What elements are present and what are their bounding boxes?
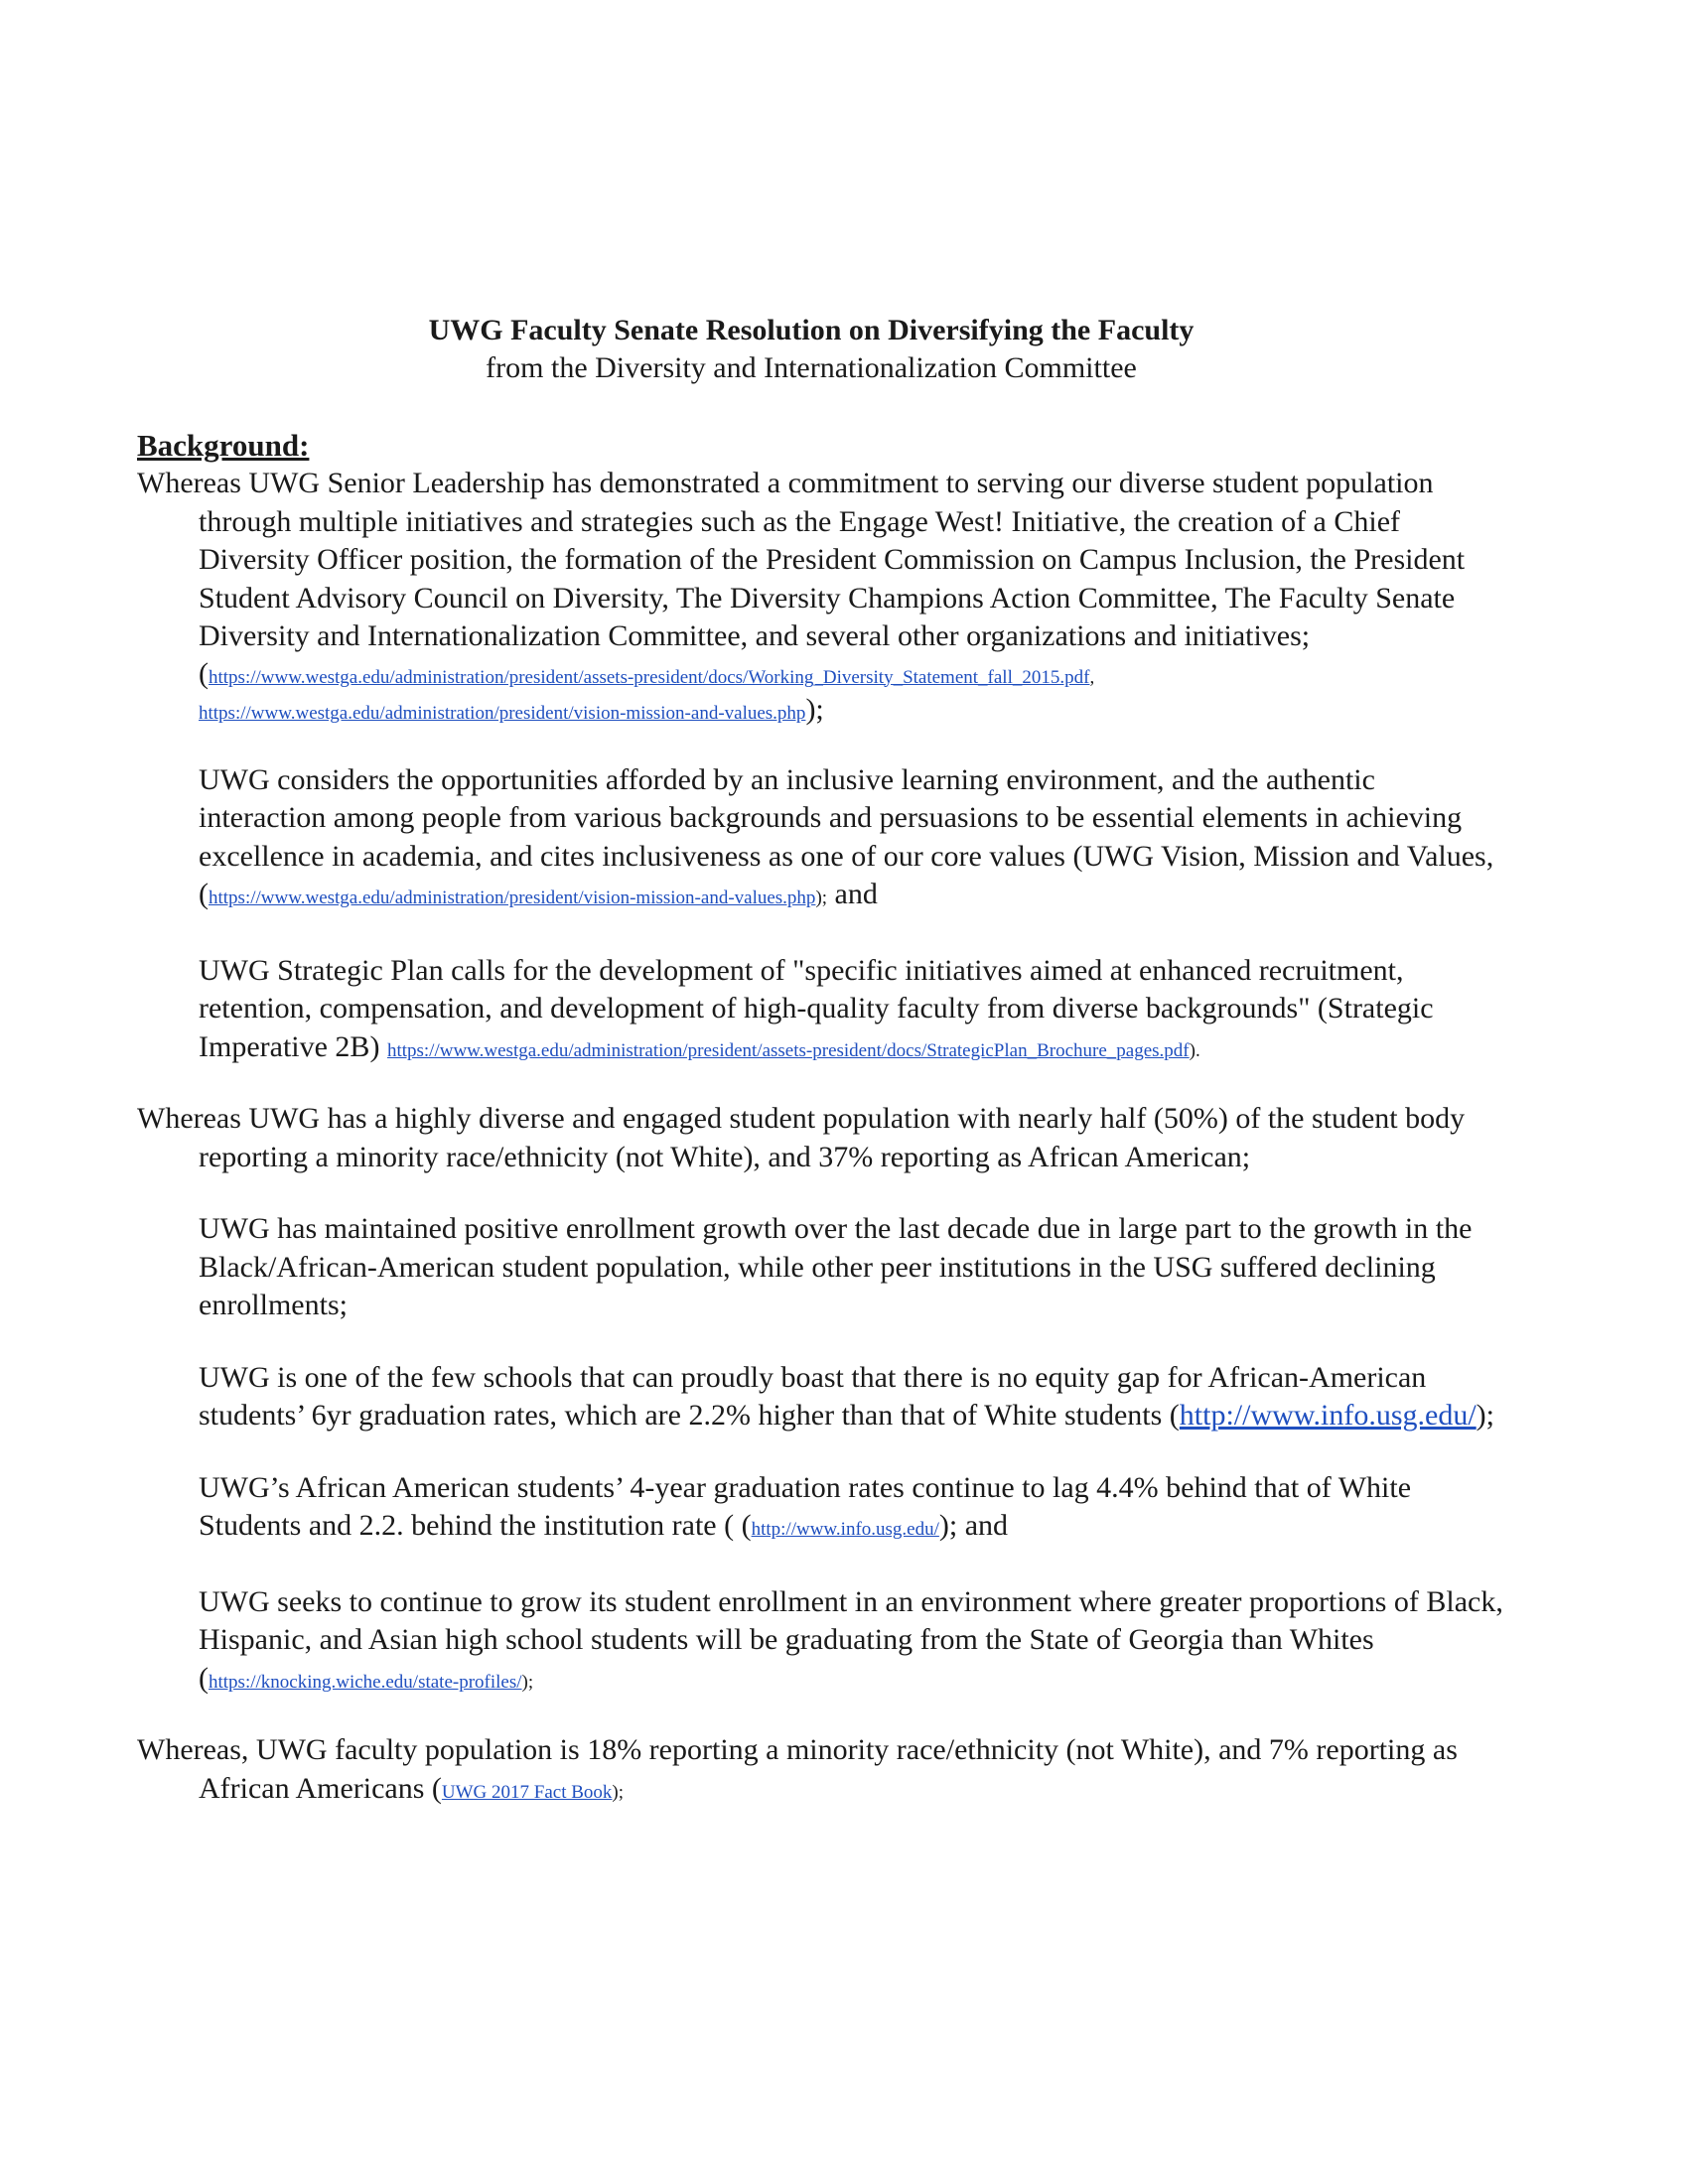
document-subtitle: from the Diversity and Internationalization Committee bbox=[486, 351, 1137, 384]
strategic-plan-paragraph: UWG Strategic Plan calls for the development of "specific initiatives aimed at enhanced recruitment, retention, compensation, and development of high-quality faculty from diverse backgrounds" (Strategic Imperative 2B) https://www.westga.edu/administration/president/assets-president/docs/StrategicPlan_Brochure_pages.pdf). bbox=[199, 953, 1434, 1063]
whereas-leadership-paragraph bbox=[137, 465, 1507, 656]
enrollment-growth-paragraph: UWG has maintained positive enrollment growth over the last decade due in large part to the growth in the Black/African-American student population, while other peer institutions in the USG suffered declining enrollments; bbox=[199, 1212, 1473, 1321]
document-title: UWG Faculty Senate Resolution on Diversifying the Faculty bbox=[428, 314, 1195, 346]
graduation-lag-paragraph: UWG’s African American students’ 4-year graduation rates continue to lag 4.4% behind that of White Students and 2.2. behind the institution rate ( (http://www.info.usg.edu/); and bbox=[199, 1470, 1412, 1542]
background-heading: Background: bbox=[137, 428, 310, 463]
document-body bbox=[137, 427, 1507, 1812]
strategic-plan-link[interactable]: https://www.westga.edu/administration/president/assets-president/docs/StrategicPlan_Brochure_pages.pdf bbox=[386, 1039, 1190, 1061]
usg-info-link-2[interactable]: http://www.info.usg.edu/ bbox=[751, 1519, 939, 1540]
fact-book-link[interactable]: UWG 2017 Fact Book bbox=[441, 1781, 613, 1803]
vision-mission-link[interactable]: https://www.westga.edu/administration/president/vision-mission-and-values.php bbox=[199, 702, 806, 724]
leadership-references: (https://www.westga.edu/administration/president/assets-president/docs/Working_Diversity_Statement_fall_2015.pdf, https://www.westga.edu/administration/president/vision-mission-and-values.php); bbox=[199, 656, 1095, 726]
enrollment-environment-paragraph: UWG seeks to continue to grow its student enrollment in an environment where greater proportions of Black, Hispanic, and Asian high school students will be graduating from the State of Georgia than Whites (https://knocking.wiche.edu/state-profiles/); bbox=[199, 1584, 1503, 1695]
usg-info-link[interactable]: http://www.info.usg.edu/ bbox=[1179, 1399, 1477, 1432]
title-block bbox=[0, 312, 1622, 387]
vision-mission-link-2[interactable]: https://www.westga.edu/administration/president/vision-mission-and-values.php bbox=[209, 887, 816, 908]
inclusive-environment-paragraph: UWG considers the opportunities afforded by an inclusive learning environment, and the authentic interaction among people from various backgrounds and persuasions to be essential elements in achieving excellence in academia, and cites inclusiveness as one of our core values (UWG Vision, Mission and Values, (https://www.westga.edu/administration/president/vision-mission-and-values.php); and bbox=[199, 762, 1494, 910]
equity-gap-paragraph: UWG is one of the few schools that can proudly boast that there is no equity gap for African-American students’ 6yr graduation rates, which are 2.2% higher than that of White students (http://www.info.usg.edu/); bbox=[199, 1360, 1494, 1432]
diversity-statement-link[interactable]: https://www.westga.edu/administration/president/assets-president/docs/Working_Diversity_Statement_fall_2015.pdf bbox=[209, 666, 1090, 688]
whereas-student-population-paragraph: Whereas UWG has a highly diverse and engaged student population with nearly half (50%) of the student body reporting a minority race/ethnicity (not White), and 37% reporting as African American; bbox=[137, 1102, 1466, 1173]
whereas-faculty-population-paragraph: Whereas, UWG faculty population is 18% reporting a minority race/ethnicity (not White), and 7% reporting as African Americans (UWG 2017 Fact Book); bbox=[137, 1733, 1458, 1805]
wiche-state-profiles-link[interactable]: https://knocking.wiche.edu/state-profiles/ bbox=[209, 1671, 522, 1693]
paragraph-text: Whereas UWG Senior Leadership has demonstrated a commitment to serving our diverse student population through multiple initiatives and strategies such as the Engage West! Initiative, the creation of a Chief Diversity Officer position, the formation of the President Commission on Campus Inclusion, the President Student Advisory Council on Diversity, The Diversity Champions Action Committee, The Faculty Senate Diversity and Internationalization Committee, and several other organizations and initiatives; bbox=[137, 467, 1466, 652]
